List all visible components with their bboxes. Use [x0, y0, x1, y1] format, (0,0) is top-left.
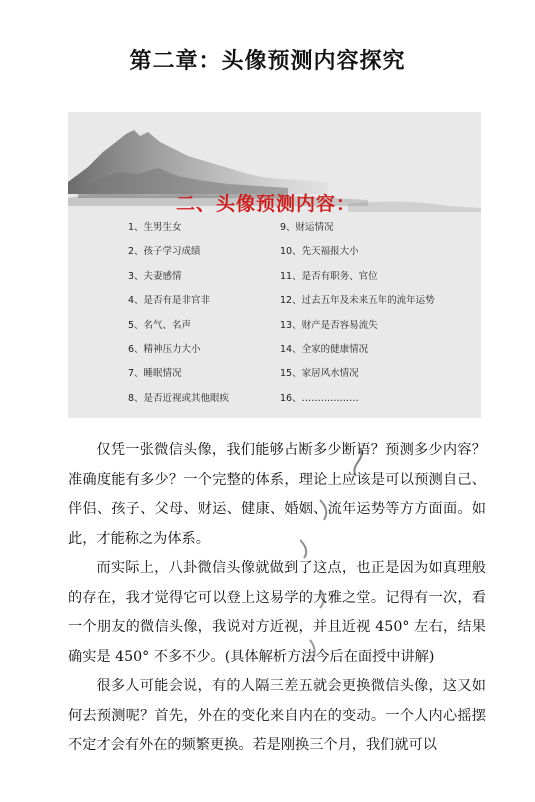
list-item: 16、……………… — [280, 392, 359, 404]
list-item: 8、是否近视或其他眼疾 — [128, 392, 230, 404]
list-item: 12、过去五年及未来五年的流年运势 — [280, 295, 435, 307]
list-item: 4、是否有是非官非 — [128, 295, 211, 307]
left-item-list — [128, 221, 229, 416]
list-item: 14、全家的健康情况 — [280, 343, 369, 355]
list-item: 3、夫妻感情 — [128, 270, 182, 282]
content-list-panel — [68, 112, 481, 418]
page-title: 第二章：头像预测内容探究 — [129, 49, 406, 74]
panel-heading: 二、头像预测内容： — [176, 193, 357, 215]
list-item: 6、精神压力大小 — [128, 343, 201, 355]
list-item: 9、财运情况 — [280, 222, 334, 233]
list-item: 5、名气、名声 — [128, 319, 192, 331]
list-item: 13、财产是否容易流失 — [280, 319, 378, 331]
list-item: 1、生男生女 — [128, 222, 182, 233]
paragraph: 仅凭一张微信头像，我们能够占断多少断语？预测多少内容？准确度能有多少？一个完整的体系，理论上应该是可以预测自己、伴侣、孩子、父母、财运、健康、婚姻、流年运势等方方面面。如此，才能称之为体系。 — [68, 442, 486, 547]
list-item: 10、先天福报大小 — [280, 246, 359, 258]
ink-smudge-decoration — [300, 440, 390, 800]
list-item: 15、家居风水情况 — [280, 368, 359, 380]
list-item: 11、是否有职务、官位 — [280, 270, 378, 282]
list-item: 7、睡眠情况 — [128, 368, 182, 380]
list-item: 2、孩子学习成绩 — [128, 246, 201, 258]
right-item-list — [280, 221, 435, 416]
body-text — [68, 436, 486, 761]
paragraph: 而实际上，八卦微信头像就做到了这点，也正是因为如真理般的存在，我才觉得它可以登上这易学的大雅之堂。记得有一次，看一个朋友的微信头像，我说对方近视，并且近视 450° 左右，结果确实是 450° 不多不少。(具体解析方法今后在面授中讲解) — [68, 560, 486, 665]
paragraph: 很多人可能会说，有的人隔三差五就会更换微信头像，这又如何去预测呢？首先，外在的变化来自内在的变动。一个人内心摇摆不定才会有外在的频繁更换。若是刚换三个月，我们就可以 — [68, 678, 486, 753]
